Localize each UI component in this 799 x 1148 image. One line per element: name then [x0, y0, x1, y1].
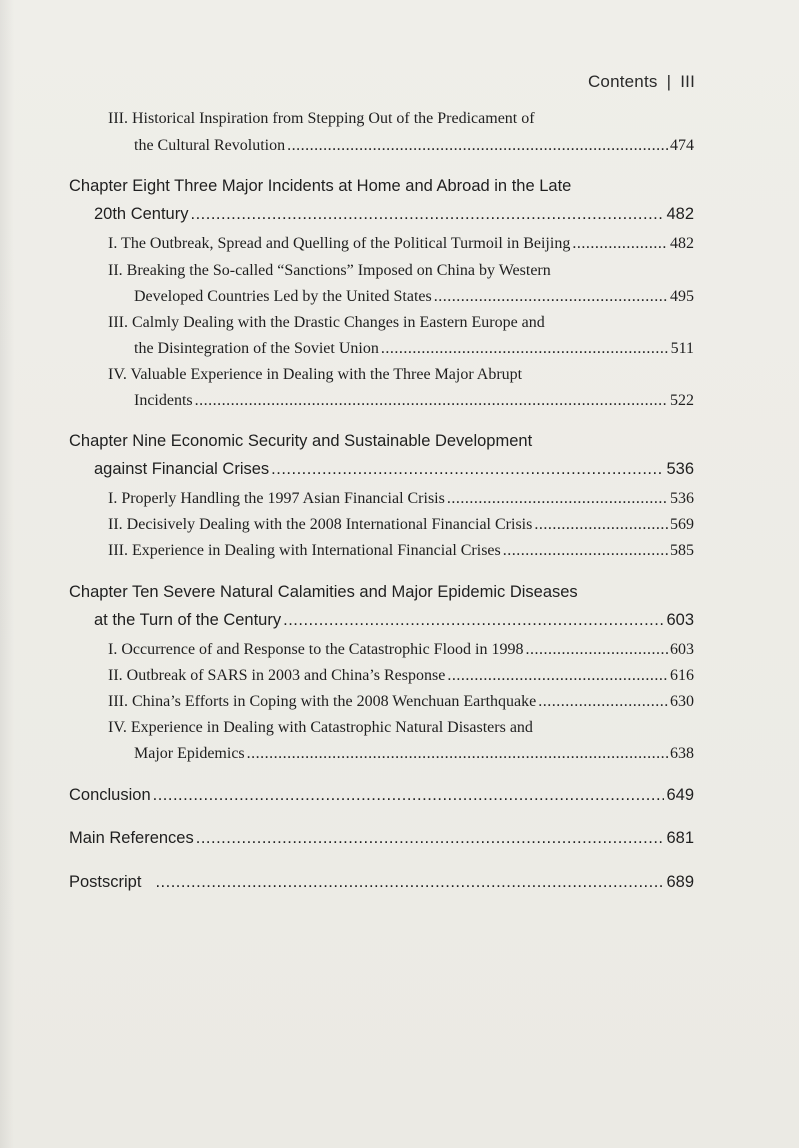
running-head-separator: | [666, 72, 672, 91]
toc-entry-text: III. Experience in Dealing with International Financial Crises [108, 542, 501, 559]
toc-entry-c9-s3[interactable] [108, 542, 694, 560]
dot-leader [190, 205, 664, 224]
toc-entry-text: the Cultural Revolution [134, 137, 286, 154]
toc-chapter-eight[interactable] [94, 205, 694, 224]
page-number: 638 [670, 745, 694, 762]
toc-entry-c8-s3[interactable] [134, 340, 694, 358]
toc-entry-text: I. Occurrence of and Response to the Catastrophic Flood in 1998 [108, 641, 524, 658]
page-number: 603 [670, 641, 694, 658]
toc-entry-c10-s4-line1 [108, 719, 533, 737]
toc-entry-text: the Disintegration of the Soviet Union [134, 340, 379, 357]
toc-entry-c8-s3-line1 [108, 314, 545, 332]
page-number: 482 [670, 235, 694, 252]
page-number: 474 [670, 137, 694, 154]
toc-entry-text: IV. Experience in Dealing with Catastrophic Natural Disasters and [108, 719, 533, 736]
page-number: 585 [670, 542, 694, 559]
page-number: 649 [666, 786, 694, 804]
dot-leader [271, 460, 664, 479]
toc-entry-c9-s1[interactable] [108, 490, 694, 508]
dot-leader [447, 490, 668, 508]
chapter-title: 20th Century [94, 205, 189, 223]
dot-leader [153, 786, 665, 805]
toc-entry-c7-s3[interactable] [134, 137, 694, 155]
toc-entry-text: III. China’s Efforts in Coping with the 2008 Wenchuan Earthquake [108, 693, 537, 710]
toc-entry-c10-s3[interactable] [108, 693, 694, 711]
toc-entry-c7-s3-line1 [108, 110, 535, 128]
dot-leader [503, 542, 668, 560]
running-head-page-number: III [680, 72, 695, 91]
chapter-title: Chapter Nine Economic Security and Sustainable Development [69, 432, 533, 450]
toc-entry-text: I. Properly Handling the 1997 Asian Financial Crisis [108, 490, 445, 507]
chapter-title: Chapter Ten Severe Natural Calamities and Major Epidemic Diseases [69, 583, 578, 601]
toc-conclusion[interactable] [69, 786, 694, 805]
page-number: 482 [666, 205, 694, 223]
page-number: 536 [670, 490, 694, 507]
dot-leader [538, 693, 668, 711]
toc-entry-c8-s1[interactable] [108, 235, 694, 253]
chapter-title: against Financial Crises [94, 460, 270, 478]
toc-entry-c10-s2[interactable] [108, 667, 694, 685]
toc-entry-text: II. Outbreak of SARS in 2003 and China’s Response [108, 667, 446, 684]
toc-entry-c8-s4[interactable] [134, 392, 694, 410]
toc-entry-c8-s2-line1 [108, 262, 551, 280]
toc-entry-text: Postscript [69, 873, 142, 891]
toc-entry-c10-s1[interactable] [108, 641, 694, 659]
dot-leader [572, 235, 668, 253]
toc-entry-c9-s2[interactable] [108, 516, 694, 534]
toc-entry-text: II. Breaking the So-called “Sanctions” Imposed on China by Western [108, 262, 551, 279]
dot-leader [381, 340, 669, 358]
toc-postscript[interactable] [69, 873, 694, 892]
toc-entry-text: Developed Countries Led by the United States [134, 288, 432, 305]
toc-entry-c10-s4[interactable] [134, 745, 694, 763]
toc-entry-text: IV. Valuable Experience in Dealing with the Three Major Abrupt [108, 366, 523, 383]
toc-main-references[interactable] [69, 829, 694, 848]
running-head [588, 72, 695, 92]
toc-entry-text: III. Calmly Dealing with the Drastic Changes in Eastern Europe and [108, 314, 545, 331]
page-number: 616 [670, 667, 694, 684]
toc-chapter-nine-line1 [69, 432, 532, 451]
toc-entry-text: Conclusion [69, 786, 151, 804]
toc-entry-text: II. Decisively Dealing with the 2008 International Financial Crisis [108, 516, 533, 533]
dot-leader [155, 873, 664, 892]
toc-entry-c8-s2[interactable] [134, 288, 694, 306]
dot-leader [195, 392, 668, 410]
dot-leader [196, 829, 665, 848]
page-number: 511 [670, 340, 694, 357]
page-number: 681 [666, 829, 694, 847]
page-number: 495 [670, 288, 694, 305]
dot-leader [287, 137, 668, 155]
running-head-section: Contents [587, 72, 658, 91]
chapter-title: at the Turn of the Century [94, 611, 282, 629]
toc-chapter-ten-line1 [69, 583, 578, 602]
page-number: 536 [666, 460, 694, 478]
page-number: 689 [666, 873, 694, 891]
toc-entry-text: I. The Outbreak, Spread and Quelling of the Political Turmoil in Beijing [108, 235, 571, 252]
toc-entry-text: Major Epidemics [134, 745, 245, 762]
toc-entry-text: Incidents [134, 392, 193, 409]
toc-entry-c8-s4-line1 [108, 366, 522, 384]
toc-chapter-nine[interactable] [94, 460, 694, 479]
page-number: 522 [670, 392, 694, 409]
toc-entry-text: Main References [69, 829, 194, 847]
toc-entry-text: III. Historical Inspiration from Stepping Out of the Predicament of [108, 110, 535, 127]
dot-leader [447, 667, 668, 685]
toc-chapter-eight-line1 [69, 177, 571, 196]
dot-leader [247, 745, 668, 763]
dot-leader [283, 611, 664, 630]
dot-leader [525, 641, 668, 659]
page-number: 603 [666, 611, 694, 629]
dot-leader [534, 516, 668, 534]
dot-leader [434, 288, 668, 306]
toc-chapter-ten[interactable] [94, 611, 694, 630]
chapter-title: Chapter Eight Three Major Incidents at Home and Abroad in the Late [69, 177, 572, 195]
page-number: 630 [670, 693, 694, 710]
page-number: 569 [670, 516, 694, 533]
